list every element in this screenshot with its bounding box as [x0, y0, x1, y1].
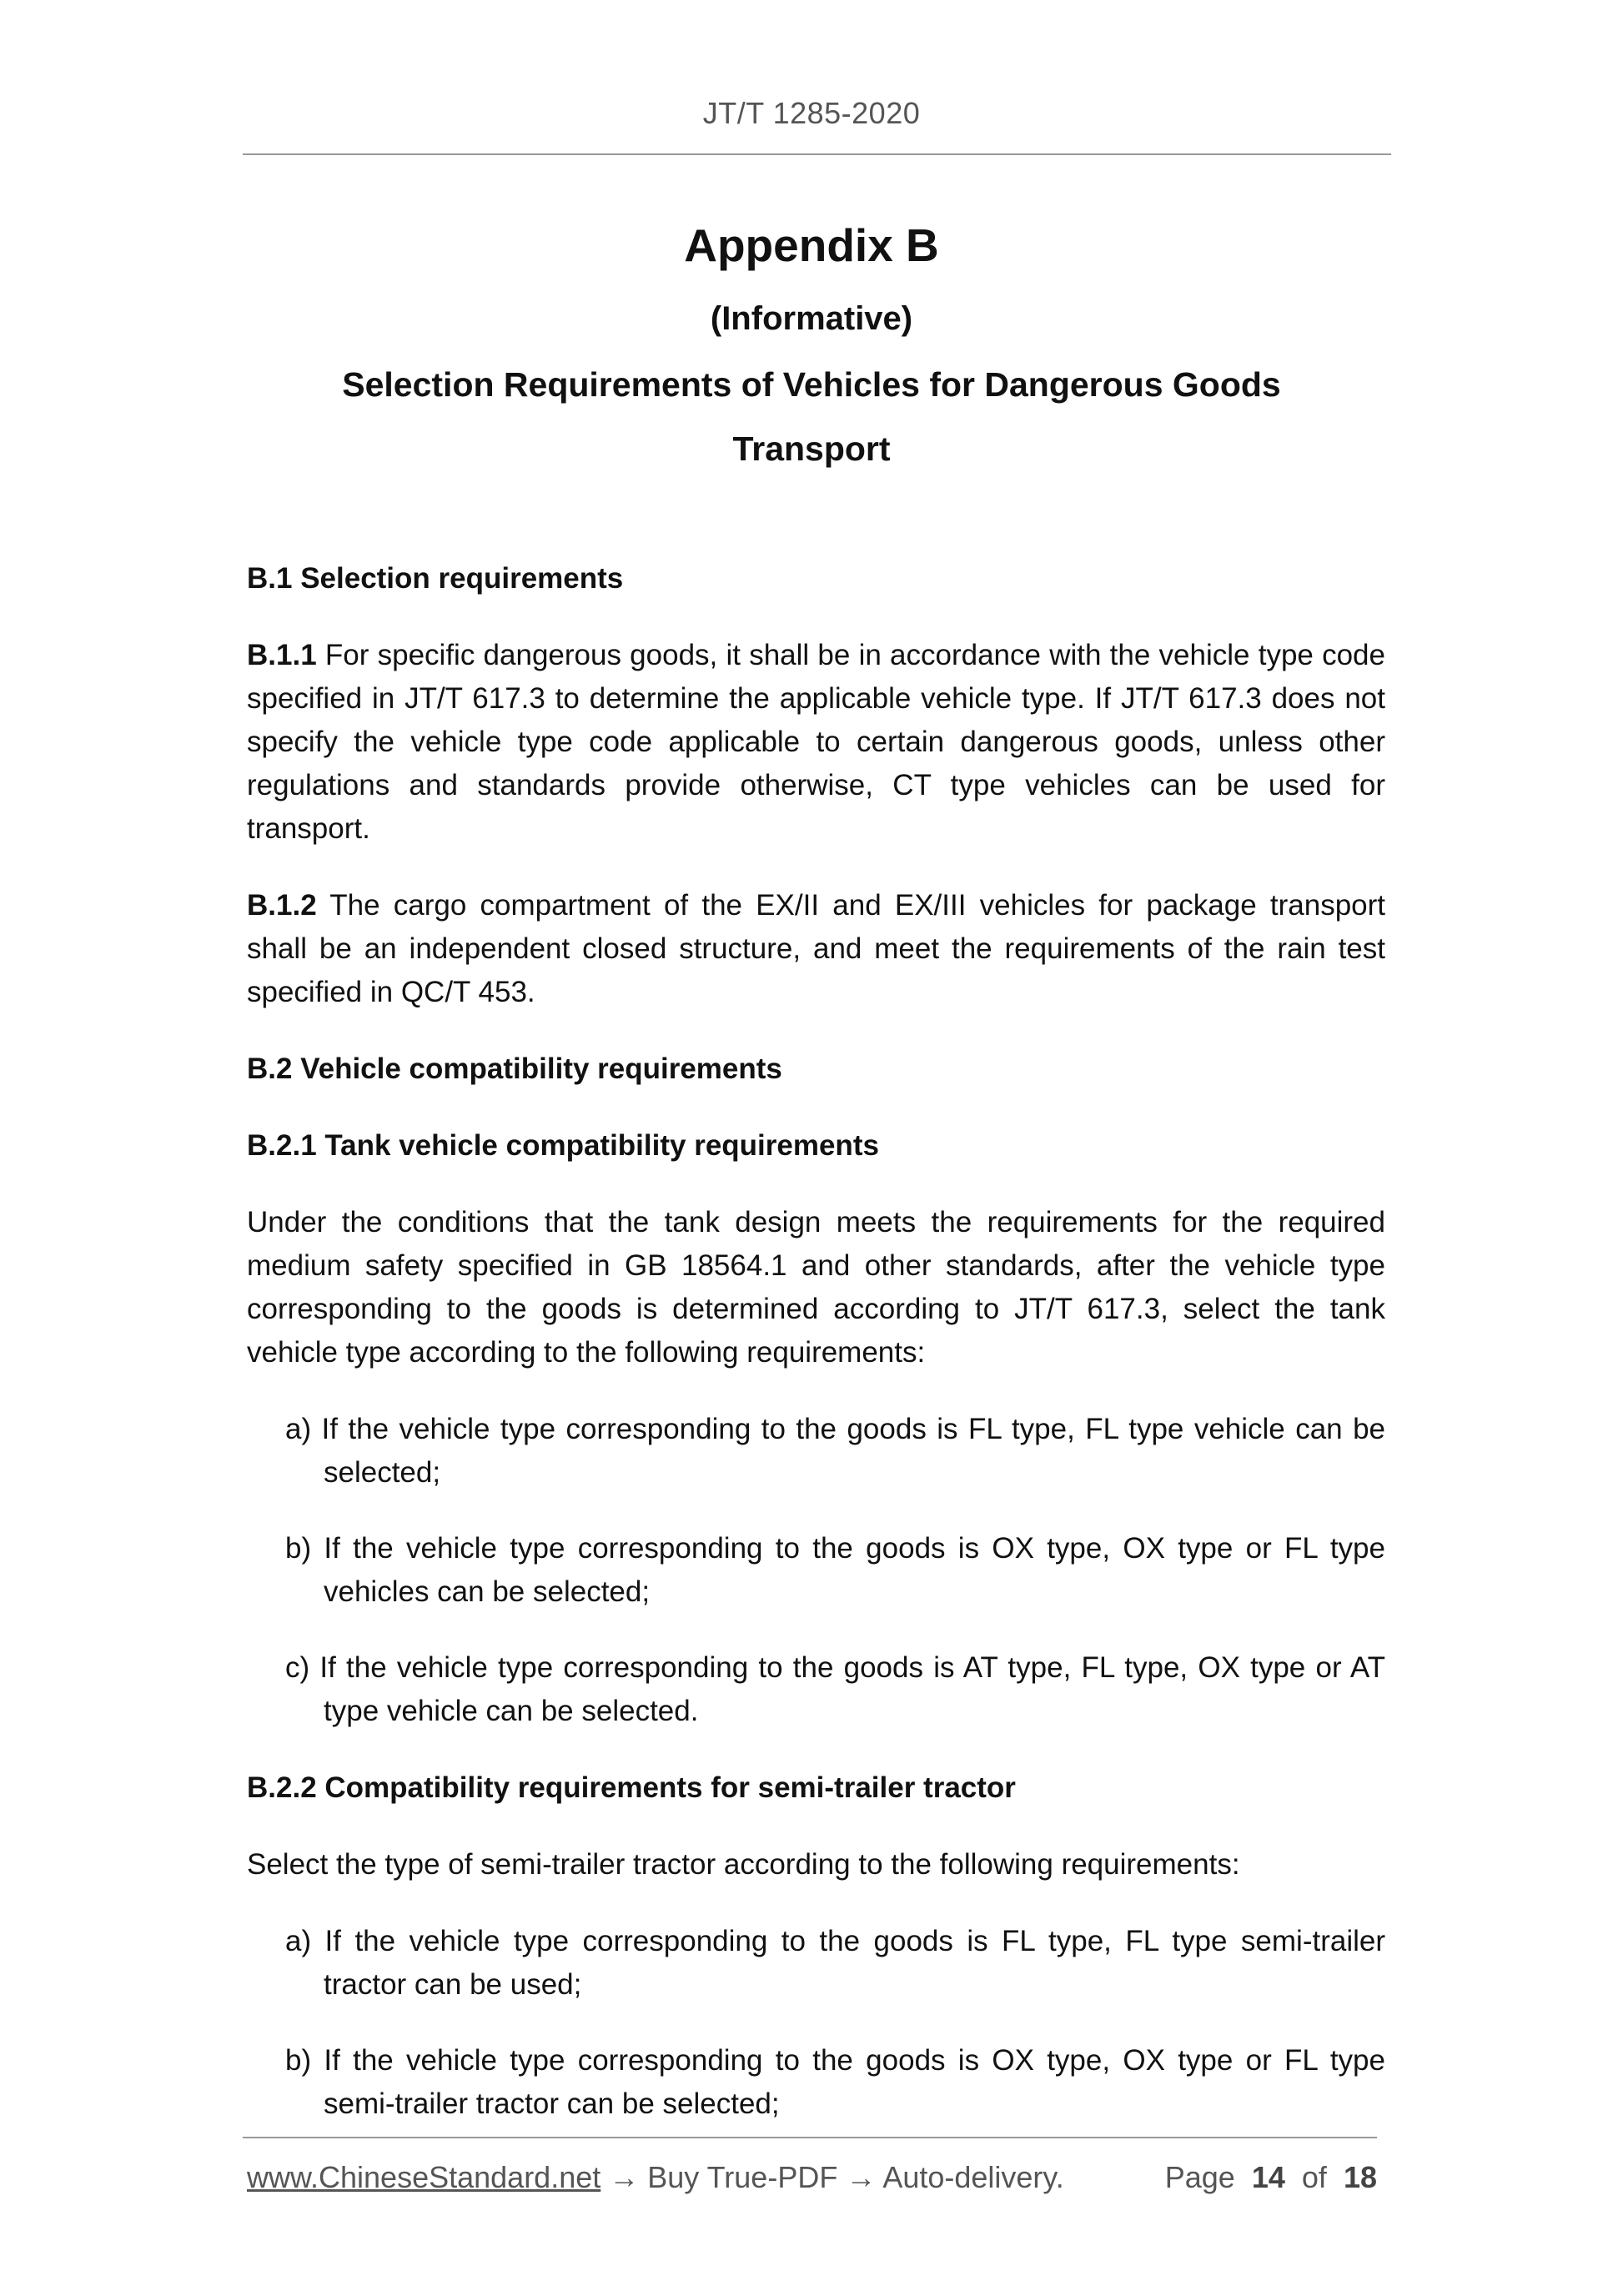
- page-label: Page: [1164, 2160, 1235, 2194]
- section-heading-b21: B.2.1 Tank vehicle compatibility requirements: [247, 1129, 879, 1162]
- page-current: 14: [1251, 2160, 1285, 2194]
- website-link[interactable]: www.ChineseStandard.net: [247, 2160, 601, 2194]
- header-doc-code: JT/T 1285-2020: [702, 96, 921, 130]
- clause-number: B.1.1: [247, 639, 317, 671]
- page-total: 18: [1343, 2160, 1377, 2194]
- section-heading-b2: B.2 Vehicle compatibility requirements: [247, 1053, 782, 1085]
- appendix-subtitle-line2: Transport: [732, 430, 891, 468]
- list-item: a) If the vehicle type corresponding to the goods is FL type, FL type vehicle can be selected;: [285, 1413, 1385, 1489]
- b21-intro: Under the conditions that the tank design meets the requirements for the required medium safety specified in GB 18564.1 and other standards, after the vehicle type corresponding to the goods is determined according to JT/T 617.3, select the tank vehicle type according to the following requirements:: [247, 1206, 1385, 1369]
- header-divider: [243, 153, 1391, 155]
- page-of: of: [1301, 2160, 1327, 2194]
- page-footer: [247, 2160, 1377, 2195]
- document-body: [247, 557, 1385, 2126]
- footer-promo-text: → Buy True-PDF → Auto-delivery.: [600, 2160, 1064, 2194]
- appendix-title: Appendix B: [684, 219, 939, 271]
- list-item: b) If the vehicle type corresponding to the goods is OX type, OX type or FL type semi-trailer tractor can be selected;: [285, 2044, 1385, 2120]
- clause-text: The cargo compartment of the EX/II and EX/III vehicles for package transport shall be an independent closed structure, and meet the requirements of the rain test specified in QC/T 453.: [247, 889, 1385, 1008]
- page-number: [1165, 2160, 1377, 2195]
- clause-b11: [247, 634, 1385, 851]
- section-heading-b22: B.2.2 Compatibility requirements for semi-trailer tractor: [247, 1771, 1016, 1804]
- clause-b12: [247, 884, 1385, 1014]
- list-item: c) If the vehicle type corresponding to the goods is AT type, FL type, OX type or AT type vehicle can be selected.: [285, 1651, 1385, 1727]
- list-item: a) If the vehicle type corresponding to the goods is FL type, FL type semi-trailer tractor can be used;: [285, 1925, 1385, 2001]
- appendix-subtitle-line1: Selection Requirements of Vehicles for Dangerous Goods: [342, 365, 1281, 404]
- footer-divider: [243, 2137, 1377, 2138]
- section-heading-b1: B.1 Selection requirements: [247, 562, 624, 595]
- b22-intro: Select the type of semi-trailer tractor according to the following requirements:: [247, 1848, 1240, 1881]
- clause-number: B.1.2: [247, 889, 317, 922]
- list-item: b) If the vehicle type corresponding to the goods is OX type, OX type or FL type vehicles can be selected;: [285, 1532, 1385, 1608]
- informative-label: (Informative): [710, 300, 913, 337]
- clause-text: For specific dangerous goods, it shall be in accordance with the vehicle type code specified in JT/T 617.3 to determine the applicable vehicle type. If JT/T 617.3 does not specify the vehicle type code applicable to certain dangerous goods, unless other regulations and standards provide otherwise, CT type vehicles can be used for transport.: [247, 639, 1385, 845]
